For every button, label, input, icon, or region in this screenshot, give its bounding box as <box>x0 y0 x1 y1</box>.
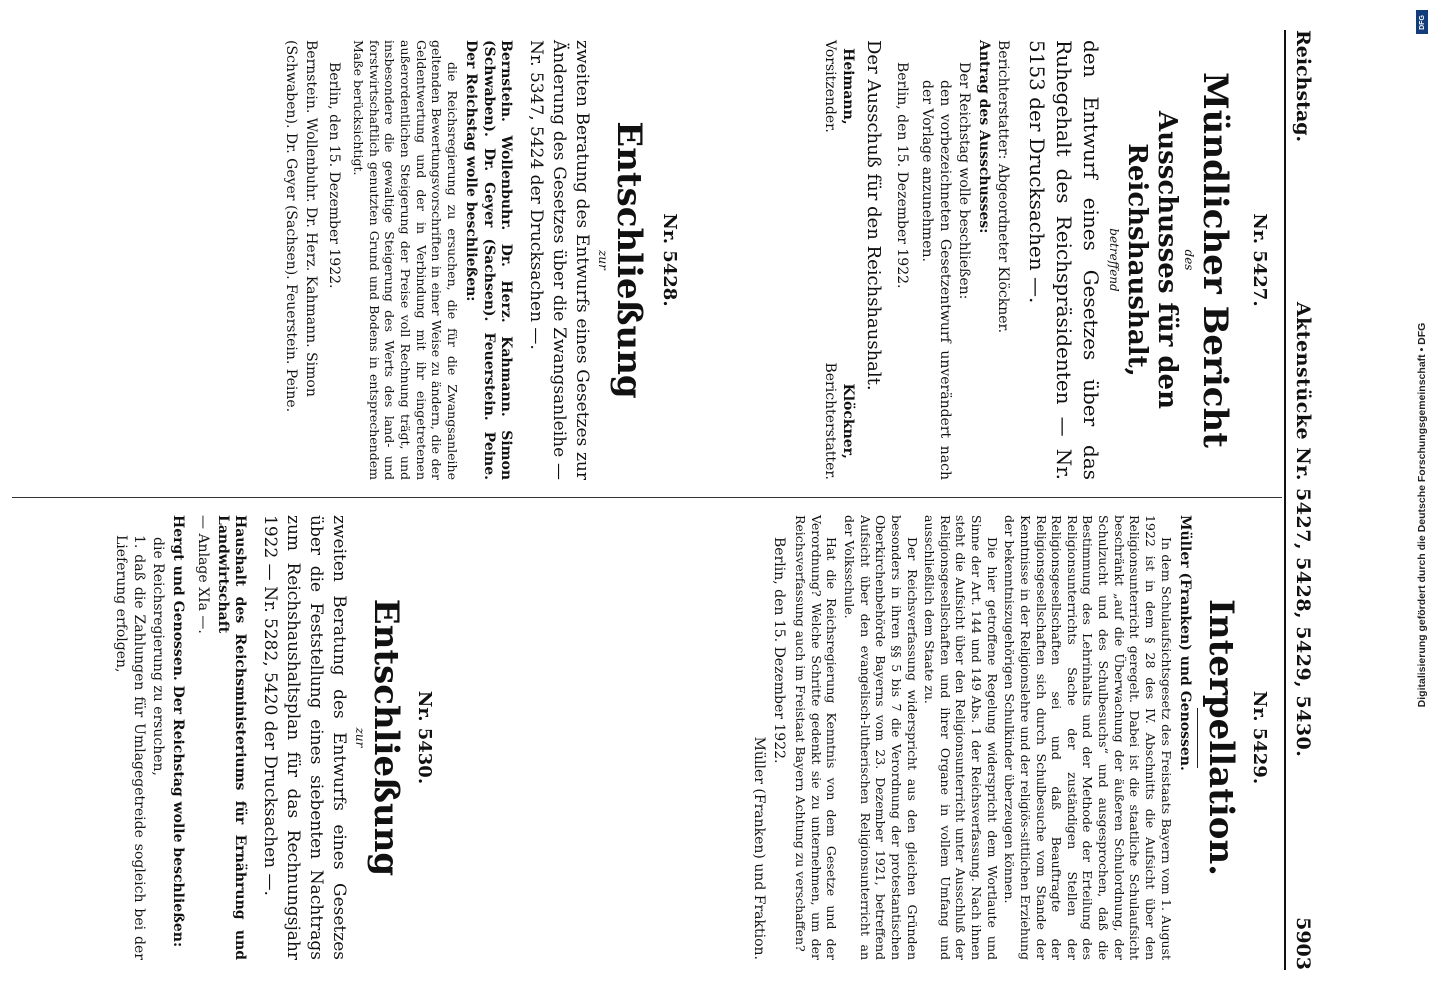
doc-5429-p3: Der Reichsverfassung widerspricht aus den gleichen Gründen besonders in ihren §§ 5 bis 7 die Verordnung der protestantischen Oberkirchenbehörde Bayerns vom 23. Dezember 1921, betreffend Aufsicht über den evangelisch-lutherischen Religionsunterricht an der Volksschule. <box>842 515 920 960</box>
separator <box>1197 708 1198 768</box>
doc-5428-text: die Reichsregierung zu ersuchen, die für die Zwangsanleihe geltenden Bewertungsvorschriften in einer Weise zu ändern, die der Geldentwertung und der in Verbindung mit ihr eingetretenen außerordentlichen Steigerung der Preise voll Rechnung trägt, und insbesondere die gewaltige Steigerung des Werts des land- und forstwirtschaftlich genutzten Grund und Bodens in entsprechendem Maße berücksichtigt. <box>351 40 460 480</box>
doc-5429-p4: Hat die Reichsregierung Kenntnis von dem Gesetze und der Verordnung? Welche Schritte gedenkt sie zu unternehmen, um der Reichsverfassung auch im Freistaat Bayern Achtung zu verschaffen? <box>793 515 840 960</box>
signature-left-role: Vorsitzender. <box>822 40 839 133</box>
signature-left-name: Heimann, <box>839 48 856 125</box>
doc-5429-p2: Die hier getroffene Regelung widerspricht dem Wortlaute und Sinne der Art. 144 und 149 Abs. 1 der Reichsverfassung. Nach ihnen steht die Aufsicht über den Religionsunterricht unter Ausschluß der Religionsgesellschaften und ihrer Organe in vollem Umfang und ausschließlich dem Staate zu. <box>922 515 1000 960</box>
doc-5428-sign-line1: Bernstein. Wollenbuhr. Dr. Herz. Kahmann. Simon <box>302 40 319 397</box>
doc-5428-number: Nr. 5428. <box>659 213 680 307</box>
doc-5430-anlage: — Anlage XIa —. <box>195 515 212 634</box>
signature-right <box>821 362 856 480</box>
doc-5430-number: Nr. 5430. <box>414 690 435 785</box>
doc-5429-p1: In dem Schulaufsichtsgesetz des Freistaats Bayern vom 1. August 1922 ist in dem § 28 des IV. Abschnitts die Aufsicht über den Religionsunterricht geregelt. Dabei ist die staatliche Schulaufsicht beschränkt „auf die Überwachung der äußeren Schulordnung, der Schulzucht und des Schulbesuchs“ und ausgesprochen, daß die Bestimmung des Lehrinhalts und der Methode der Erteilung des Religionsunterrichts Sache der zuständigen Stellen der Religionsgesellschaften sei und daß Beauftragte der Religionsgesellschaften sich durch Schulbesuche vom Stande der Kenntnisse in der Religionslehre und der religiös-sittlichen Erziehung der bekenntniszugehörigen Schulkinder überzeugen können. <box>1002 515 1174 960</box>
doc-5427-antrag-head: Antrag des Ausschusses: <box>975 40 992 234</box>
doc-5430-signers: Hergt und Genossen. Der Reichstag wolle beschließen: <box>169 515 186 948</box>
doc-5427 <box>821 40 1270 480</box>
doc-5429-date: Berlin, den 15. Dezember 1922. <box>770 537 787 764</box>
doc-5427-signatures <box>821 40 856 480</box>
doc-5429-signers: Müller (Franken) und Genossen. <box>1177 515 1194 771</box>
doc-5427-des: des <box>1182 249 1197 271</box>
doc-5429-number: Nr. 5429. <box>1249 690 1270 785</box>
page-number: 5903 <box>1291 917 1314 970</box>
doc-5429-title: Interpellation. <box>1201 599 1242 876</box>
header-center: Aktenstücke Nr. 5427, 5428, 5429, 5430. <box>1291 301 1314 758</box>
doc-5430-title: Entschließung <box>366 598 407 877</box>
doc-5427-antrag-text: den vorbezeichneten Gesetzentwurf unverändert nach der Vorlage anzunehmen. <box>919 80 953 480</box>
doc-5427-subtitle: Ausschusses für den Reichshaushalt, <box>1122 111 1183 409</box>
doc-5428 <box>280 40 680 480</box>
doc-5430-zur: zur <box>353 727 368 748</box>
doc-5427-number: Nr. 5427. <box>1249 213 1270 307</box>
doc-5428-body: zweiten Beratung des Entwurfs eines Gesetzes zur Änderung des Gesetzes über die Zwangsanleihe — Nr. 5347, 5424 der Drucksachen —. <box>526 40 593 480</box>
doc-5427-reporter: Berichterstatter: Abgeordneter Klöckner. <box>995 40 1012 334</box>
signature-right-role: Berichterstatter. <box>822 362 839 480</box>
doc-5428-sign-line2: (Schwaben). Dr. Geyer (Sachsen). Feuerstein. Peine. <box>283 40 300 413</box>
doc-5428-zur: zur <box>596 250 611 270</box>
doc-5428-signers: Bernstein. Wollenbuhr. Dr. Herz. Kahmann. Simon (Schwaben). Dr. Geyer (Sachsen). Feuerstein. Peine. Der Reichstag wolle beschließen: <box>463 40 515 480</box>
dfg-logo-text: DFG <box>1418 14 1426 30</box>
page-header <box>1284 30 1320 970</box>
doc-5427-date: Berlin, den 15. Dezember 1922. <box>893 62 910 289</box>
doc-5427-antrag-lead: Der Reichstag wolle beschließen: <box>956 62 973 300</box>
dfg-logo <box>1416 10 1428 34</box>
header-left: Reichstag. <box>1291 30 1314 143</box>
credit-text: Digitalisierung gefördert durch die Deutsche Forschungsgemeinschaft • DFG <box>1416 322 1428 708</box>
doc-5427-betreffend: betreffend <box>1107 228 1122 292</box>
doc-5428-date: Berlin, den 15. Dezember 1922. <box>326 62 343 289</box>
signature-left <box>821 40 856 133</box>
doc-5429 <box>748 515 1270 960</box>
doc-5430 <box>110 515 435 960</box>
digitization-credit <box>1412 40 1432 990</box>
doc-5430-item1: 1. daß die Zahlungen für Umlagegetreide sogleich bei der Lieferung erfolgen, <box>113 535 147 960</box>
column-divider <box>12 497 1282 498</box>
doc-5430-body: zweiten Beratung des Entwurfs eines Gesetzes über die Feststellung eines siebenten Nachtrags zum Reichshaushaltsplan für das Rechnungsjahr 1922 — Nr. 5282, 5420 der Drucksachen —. <box>260 515 350 960</box>
doc-5428-title: Entschließung <box>609 121 650 399</box>
doc-5430-haushalt: Haushalt des Reichsministeriums für Ernährung und Landwirtschaft <box>214 515 249 960</box>
signature-right-name: Klöckner, <box>839 383 856 459</box>
doc-5427-title: Mündlicher Bericht <box>1195 72 1236 448</box>
doc-5430-lead: die Reichsregierung zu ersuchen, <box>150 537 167 776</box>
doc-5427-committee: Der Ausschuß für den Reichshaushalt. <box>863 40 885 391</box>
doc-5429-sign: Müller (Franken) und Fraktion. <box>751 736 768 960</box>
doc-5427-body: den Entwurf eines Gesetzes über das Ruhegehalt des Reichspräsidenten — Nr. 5153 der Drucksachen —. <box>1025 40 1104 480</box>
